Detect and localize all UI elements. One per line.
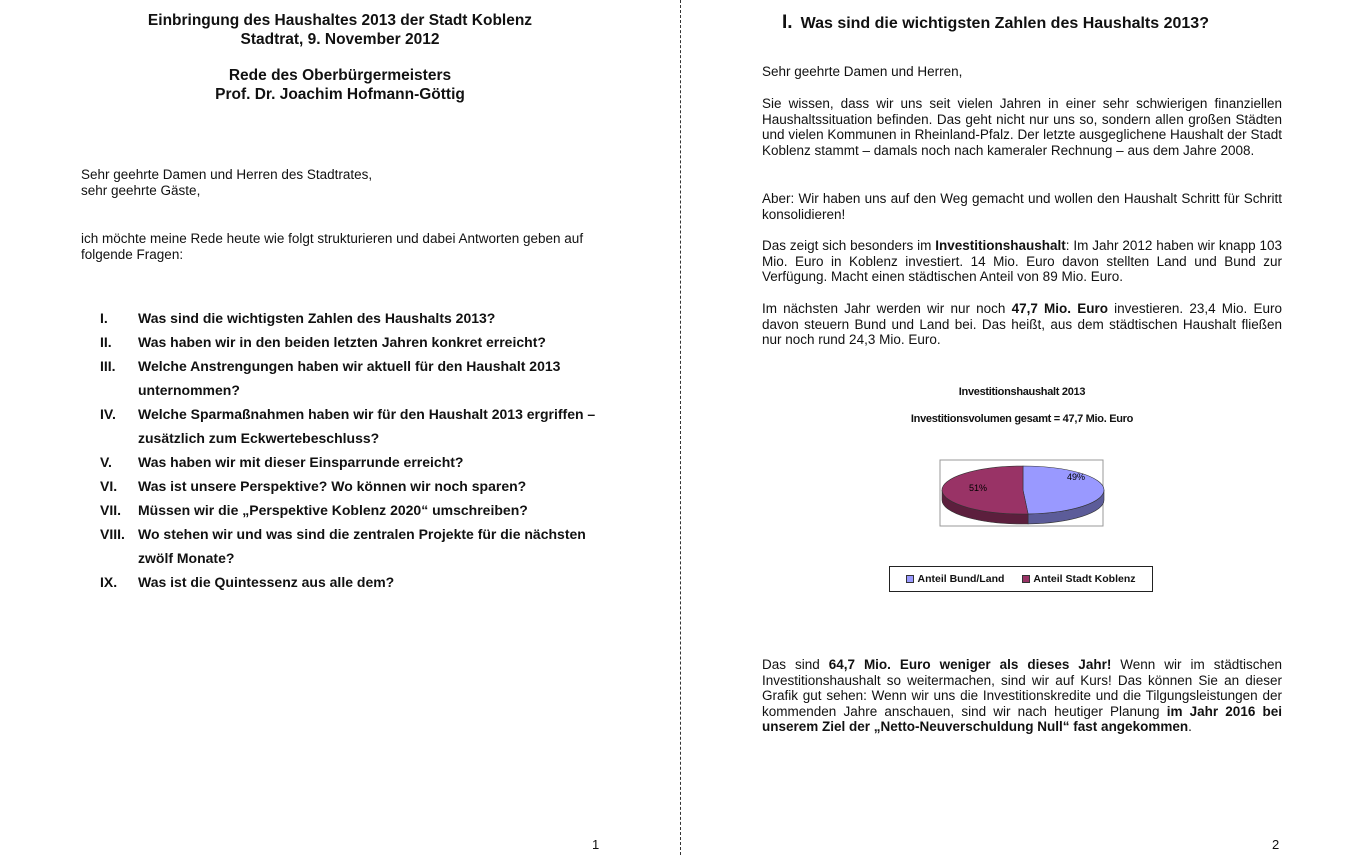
text-run: Das sind <box>762 657 829 672</box>
question-line: Was ist unsere Perspektive? Wo können wir noch sparen? <box>138 478 527 494</box>
section-heading <box>782 12 1209 34</box>
subtitle-line: Prof. Dr. Joachim Hofmann-Göttig <box>215 86 465 103</box>
question-line: Was sind die wichtigsten Zahlen des Haushalts 2013? <box>138 310 496 326</box>
question-item <box>100 306 600 330</box>
pie-data-label: 51% <box>969 483 988 493</box>
pie-data-label: 49% <box>1067 472 1086 482</box>
question-number: IV. <box>100 406 116 422</box>
document-title <box>80 11 600 49</box>
page-1 <box>0 0 680 855</box>
question-text <box>138 522 600 570</box>
question-number: II. <box>100 334 112 350</box>
paragraph-5 <box>762 657 1282 735</box>
question-text <box>138 474 600 498</box>
speech-subtitle <box>80 66 600 104</box>
text-run: Das zeigt sich besonders im <box>762 238 936 253</box>
question-number: IX. <box>100 574 118 590</box>
question-item <box>100 570 600 594</box>
question-line: unternommen? <box>138 382 240 398</box>
question-number: VII. <box>100 502 122 518</box>
intro-paragraph <box>81 231 641 262</box>
question-item <box>100 498 600 522</box>
legend-label: Anteil Stadt Koblenz <box>1033 573 1136 585</box>
question-line: Müssen wir die „Perspektive Koblenz 2020“ umschreiben? <box>138 502 528 518</box>
question-line: zwölf Monate? <box>138 550 235 566</box>
question-item <box>100 402 600 450</box>
legend-swatch <box>1022 575 1030 583</box>
title-line: Einbringung des Haushaltes 2013 der Stadt Koblenz <box>147 12 533 29</box>
legend-item-bund-land <box>906 573 1004 585</box>
paragraph-4 <box>762 301 1282 348</box>
question-line: Wo stehen wir und was sind die zentralen Projekte für die nächsten <box>138 526 586 542</box>
intro-line: ich möchte meine Rede heute wie folgt strukturieren und dabei Antworten geben auf <box>81 231 584 246</box>
paragraph-1: Sie wissen, dass wir uns seit vielen Jahren in einer sehr schwierigen finanziellen Haushaltssituation befinden. Das geht nicht nur uns so, sondern allen großen Städten und vielen Kommunen in Rheinland-Pfalz. Der letzte ausgeglichene Haushalt der Stadt Koblenz stammt – damals noch nach kameraler Rechnung – aus dem Jahre 2008. <box>762 96 1282 158</box>
page-divider <box>680 0 681 855</box>
legend-label: Anteil Bund/Land <box>917 573 1005 585</box>
emphasis-amount: 47,7 Mio. Euro <box>1011 301 1108 316</box>
text-run: investieren. 23,4 Mio. Euro davon steuern Bund und Land bei. Das heißt, aus dem städtischen Haushalt fließen nur noch rund 24,3 Mio. Euro. <box>762 301 1282 347</box>
legend-item-stadt-koblenz <box>1022 573 1135 585</box>
question-text <box>138 570 600 594</box>
emphasis-goal: im Jahr 2016 bei unserem Ziel der „Netto-Neuverschuldung Null“ fast angekommen <box>762 703 1282 734</box>
question-line: Was ist die Quintessenz aus alle dem? <box>138 574 395 590</box>
question-item <box>100 522 600 570</box>
question-number: VI. <box>100 478 118 494</box>
greeting-line: Sehr geehrte Damen und Herren des Stadtrates, <box>81 167 373 182</box>
question-line: Welche Anstrengungen haben wir aktuell für den Haushalt 2013 <box>138 358 561 374</box>
question-text <box>138 498 600 522</box>
question-item <box>100 474 600 498</box>
paragraph-3 <box>762 238 1282 285</box>
emphasis-investitionshaushalt: Investitionshaushalt <box>935 238 1066 253</box>
question-text <box>138 402 600 450</box>
title-line: Stadtrat, 9. November 2012 <box>240 31 440 48</box>
page-number: 2 <box>1272 837 1280 852</box>
text-run: . <box>1188 719 1192 734</box>
greeting <box>81 167 621 198</box>
greeting-line: sehr geehrte Gäste, <box>81 182 201 198</box>
question-line: Was haben wir in den beiden letzten Jahren konkret erreicht? <box>138 334 546 350</box>
question-text <box>138 450 600 474</box>
subtitle-line: Rede des Oberbürgermeisters <box>228 67 452 84</box>
question-line: Was haben wir mit dieser Einsparrunde erreicht? <box>138 454 464 470</box>
investment-pie-chart <box>862 380 1182 600</box>
question-number: III. <box>100 358 116 374</box>
paragraph-2: Aber: Wir haben uns auf den Weg gemacht und wollen den Haushalt Schritt für Schritt konsolidieren! <box>762 191 1282 222</box>
intro-line: folgende Fragen: <box>81 246 184 262</box>
chart-legend <box>889 566 1153 592</box>
question-text <box>138 306 600 330</box>
legend-swatch <box>906 575 914 583</box>
question-line: Welche Sparmaßnahmen haben wir für den Haushalt 2013 ergriffen – <box>138 406 596 422</box>
section-title: Was sind die wichtigsten Zahlen des Haushalts 2013? <box>800 15 1209 32</box>
page-2 <box>682 0 1362 855</box>
question-item <box>100 354 600 402</box>
emphasis-reduction: 64,7 Mio. Euro weniger als dieses Jahr! <box>828 657 1112 672</box>
question-number: I. <box>100 310 108 326</box>
question-number: V. <box>100 454 112 470</box>
chart-title: Investitionshaushalt 2013 <box>958 386 1086 398</box>
question-text <box>138 330 600 354</box>
question-number: VIII. <box>100 526 125 542</box>
page-number: 1 <box>592 837 600 852</box>
question-list <box>100 306 600 594</box>
question-item <box>100 450 600 474</box>
question-item <box>100 330 600 354</box>
text-run: : Im Jahr 2012 haben wir knapp 103 Mio. Euro in Koblenz investiert. 14 Mio. Euro davon stellten Land und Bund zur Verfügung. Macht einen städtischen Anteil von 89 Mio. Euro. <box>762 238 1282 284</box>
chart-subtitle: Investitionsvolumen gesamt = 47,7 Mio. Euro <box>910 413 1134 425</box>
section-number: I. <box>782 12 793 33</box>
salutation: Sehr geehrte Damen und Herren, <box>762 64 963 79</box>
text-run: Wenn wir im städtischen Investitionshaushalt so weitermachen, sind wir auf Kurs! Das können Sie an dieser Grafik gut sehen: Wenn wir uns die Investitionskredite und die Tilgungsleistungen der kommenden Jahre anschauen, sind wir nach heutiger Planung <box>762 657 1282 719</box>
question-line: zusätzlich zum Eckwertebeschluss? <box>138 430 380 446</box>
question-text <box>138 354 600 402</box>
text-run: Im nächsten Jahr werden wir nur noch <box>762 301 1012 316</box>
